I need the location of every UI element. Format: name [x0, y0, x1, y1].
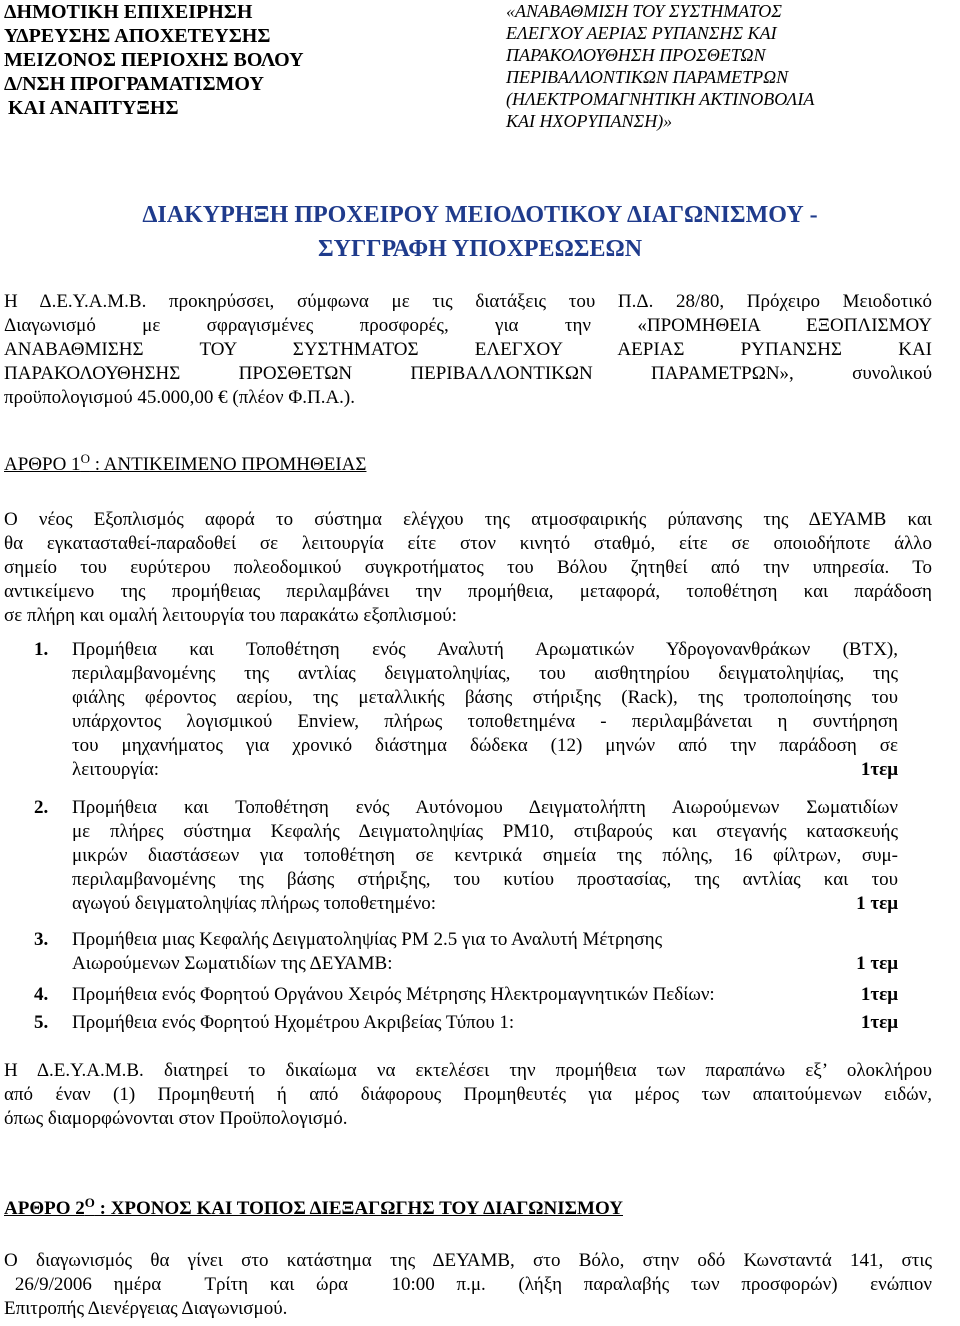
project-line: «ΑΝΑΒΑΘΜΙΣΗ ΤΟΥ ΣΥΣΤΗΜΑΤΟΣ	[506, 1, 782, 21]
article-2-number: ΑΡΘΡΟ 2	[4, 1198, 85, 1219]
article-2-heading	[4, 1197, 932, 1221]
body-line: Επιτροπής Διενέργειας Διαγωνισμού.	[4, 1298, 288, 1319]
article-2-ordinal: Ο	[84, 1195, 95, 1210]
body-line: σημείο του ευρύτερου πολεοδομικού συγκροτήματος του Βόλου ζητηθεί από την υπηρεσία. Το	[4, 557, 932, 578]
item-line: φιάλης φέροντος αερίου, της μεταλλικής βάσης στήριξης (Rack), της τροποποίησης του	[72, 687, 898, 708]
title-line: ΔΙΑΚΥΡΗΞΗ ΠΡΟΧΕΙΡΟΥ ΜΕΙΟΔΟΤΙΚΟΥ ΔΙΑΓΩΝΙΣΜΟΥ -	[142, 202, 818, 228]
document-title	[0, 198, 960, 266]
item-line: Προμήθεια και Τοποθέτηση ενός Αναλυτή Αρωματικών Υδρογονανθράκων (ΒΤΧ),	[72, 639, 898, 660]
item-number: 4.	[34, 984, 49, 1005]
item-line: αγωγού δειγματοληψίας πλήρως τοποθετημένο:	[72, 893, 437, 914]
item-line: λειτουργία:	[72, 759, 160, 780]
article-2-title: : ΧΡΟΝΟΣ ΚΑΙ ΤΟΠΟΣ ΔΙΕΞΑΓΩΓΗΣ ΤΟΥ ΔΙΑΓΩΝΙΣΜΟΥ	[94, 1198, 623, 1219]
reserve-line: Η Δ.Ε.Υ.Α.Μ.Β. διατηρεί το δικαίωμα να εκτελέσει την προμήθεια των παραπάνω εξ’ ολοκλήρου	[4, 1060, 932, 1081]
item-quantity: 1τεμ	[860, 759, 898, 780]
item-quantity: 1τεμ	[860, 984, 898, 1005]
project-line: ΕΛΕΓΧΟΥ ΑΕΡΙΑΣ ΡΥΠΑΝΣΗΣ ΚΑΙ	[506, 23, 777, 43]
equipment-item	[34, 983, 898, 1007]
item-quantity: 1 τεμ	[856, 953, 898, 974]
item-line: με πλήρες σύστημα Κεφαλής Δειγματοληψίας PM10, στιβαρούς και στεγανής κατασκευής	[72, 821, 898, 842]
body-line: Ο διαγωνισμός θα γίνει στο κατάστημα της ΔΕΥΑΜΒ, στο Βόλο, στην οδό Κωνσταντά 141, στις	[4, 1250, 932, 1271]
article-1-heading-text	[4, 451, 367, 475]
article-1-ordinal: Ο	[80, 451, 90, 466]
equipment-item	[34, 638, 898, 782]
title-line: ΣΥΓΓΡΑΦΗ ΥΠΟΧΡΕΩΣΕΩΝ	[317, 236, 643, 262]
issuer-line: ΔΗΜΟΤΙΚΗ ΕΠΙΧΕΙΡΗΣΗ	[4, 1, 253, 23]
item-line: Προμήθεια και Τοποθέτηση ενός Αυτόνομου Δειγματολήπτη Αιωρούμενων Σωματιδίων	[72, 797, 898, 818]
item-line: περιλαμβανομένης της βάσης στήριξης, του κυτίου προστασίας, της αντλίας και του	[72, 869, 898, 890]
item-number: 1.	[34, 639, 49, 660]
article-2-body	[4, 1249, 932, 1321]
item-line: υπάρχοντος λογισμικού Enview, πλήρως τοποθετημένα - περιλαμβάνεται η συντήρηση	[72, 711, 898, 732]
project-line: ΠΕΡΙΒΑΛΛΟΝΤΙΚΩΝ ΠΑΡΑΜΕΤΡΩΝ	[506, 67, 789, 87]
issuer-header	[4, 0, 404, 120]
intro-line: προϋπολογισμού 45.000,00 € (πλέον Φ.Π.Α.).	[4, 387, 355, 408]
item-quantity: 1τεμ	[860, 1012, 898, 1033]
item-line: Προμήθεια ενός Φορητού Οργάνου Χειρός Μέτρησης Ηλεκτρομαγνητικών Πεδίων:	[72, 984, 715, 1005]
project-line: (ΗΛΕΚΤΡΟΜΑΓΝΗΤΙΚΗ ΑΚΤΙΝΟΒΟΛΙΑ	[506, 89, 815, 109]
item-line: περιλαμβανομένης της αντλίας δειγματοληψίας, του αισθητηρίου δειγματοληψίας, της	[72, 663, 898, 684]
body-line: σε πλήρη και ομαλή λειτουργία του παρακάτω εξοπλισμού:	[4, 605, 457, 626]
item-number: 5.	[34, 1012, 49, 1033]
equipment-item	[34, 928, 898, 976]
intro-line: ΑΝΑΒΑΘΜΙΣΗΣ ΤΟΥ ΣΥΣΤΗΜΑΤΟΣ ΕΛΕΓΧΟΥ ΑΕΡΙΑΣ ΡΥΠΑΝΣΗΣ ΚΑΙ	[4, 339, 932, 360]
issuer-line: ΜΕΙΖΟΝΟΣ ΠΕΡΙΟΧΗΣ ΒΟΛΟΥ	[4, 49, 304, 71]
body-line: θα εγκατασταθεί-παραδοθεί σε λειτουργία είτε στον κινητό σταθμό, είτε σε οποιοδήποτε άλλο	[4, 533, 932, 554]
item-line: μικρών διαστάσεων για τοποθέτηση σε κεντρικά σημεία της πόλης, 16 φίλτρων, συμ-	[72, 845, 898, 866]
article-1-heading	[4, 453, 932, 477]
item-number: 3.	[34, 929, 49, 950]
project-header	[506, 0, 946, 132]
equipment-item	[34, 1011, 898, 1035]
intro-line: ΠΑΡΑΚΟΛΟΥΘΗΣΗΣ ΠΡΟΣΘΕΤΩΝ ΠΕΡΙΒΑΛΛΟΝΤΙΚΩΝ ΠΑΡΑΜΕΤΡΩΝ», συνολικού	[4, 363, 932, 384]
issuer-line: Δ/ΝΣΗ ΠΡΟΓΡΑΜΑΤΙΣΜΟΥ	[4, 73, 264, 95]
body-line: αντικείμενο της προμήθειας περιλαμβάνει την προμήθεια, μεταφορά, τοποθέτηση και παράδοση	[4, 581, 932, 602]
reserve-paragraph	[4, 1059, 932, 1131]
item-line: Αιωρούμενων Σωματιδίων της ΔΕΥΑΜΒ:	[72, 953, 393, 974]
reserve-line: από έναν (1) Προμηθευτή ή από διάφορους Προμηθευτές για μέρος των απαιτούμενων ειδών,	[4, 1084, 932, 1105]
item-quantity: 1 τεμ	[856, 893, 898, 914]
item-number: 2.	[34, 797, 49, 818]
issuer-line: ΚΑΙ ΑΝΑΠΤΥΞΗΣ	[8, 97, 179, 119]
article-1-number: ΑΡΘΡΟ 1	[4, 454, 81, 475]
intro-line: Διαγωνισμό με σφραγισμένες προσφορές, για την «ΠΡΟΜΗΘΕΙΑ ΕΞΟΠΛΙΣΜΟΥ	[4, 315, 932, 336]
article-1-title: : ΑΝΤΙΚΕΙΜΕΝΟ ΠΡΟΜΗΘΕΙΑΣ	[89, 454, 367, 475]
item-line: Προμήθεια ενός Φορητού Ηχομέτρου Ακριβείας Τύπου 1:	[72, 1012, 515, 1033]
reserve-line: όπως διαμορφώνονται στον Προϋπολογισμό.	[4, 1108, 348, 1129]
equipment-item	[34, 796, 898, 916]
body-line: Ο νέος Εξοπλισμός αφορά το σύστημα ελέγχου της ατμοσφαιρικής ρύπανσης της ΔΕΥΑΜΒ και	[4, 509, 932, 530]
item-line: του μηχανήματος για χρονικό διάστημα δώδεκα (12) μηνών από την παράδοση σε	[72, 735, 898, 756]
item-line: Προμήθεια μιας Κεφαλής Δειγματοληψίας PM 2.5 για το Αναλυτή Μέτρησης	[72, 929, 663, 950]
intro-line: Η Δ.Ε.Υ.Α.Μ.Β. προκηρύσσει, σύμφωνα με τις διατάξεις του Π.Δ. 28/80, Πρόχειρο Μειοδοτικό	[4, 291, 932, 312]
article-1-body	[4, 508, 932, 628]
project-line: ΠΑΡΑΚΟΛΟΥΘΗΣΗ ΠΡΟΣΘΕΤΩΝ	[506, 45, 766, 65]
intro-paragraph	[4, 290, 932, 410]
project-line: ΚΑΙ ΗΧΟΡΥΠΑΝΣΗ)»	[506, 111, 673, 131]
issuer-line: ΥΔΡΕΥΣΗΣ ΑΠΟΧΕΤΕΥΣΗΣ	[4, 25, 271, 47]
article-2-heading-text	[4, 1195, 623, 1219]
body-line: 26/9/2006 ημέρα Τρίτη και ώρα 10:00 π.μ. (λήξη παραλαβής των προσφορών) ενώπιον	[4, 1274, 932, 1295]
